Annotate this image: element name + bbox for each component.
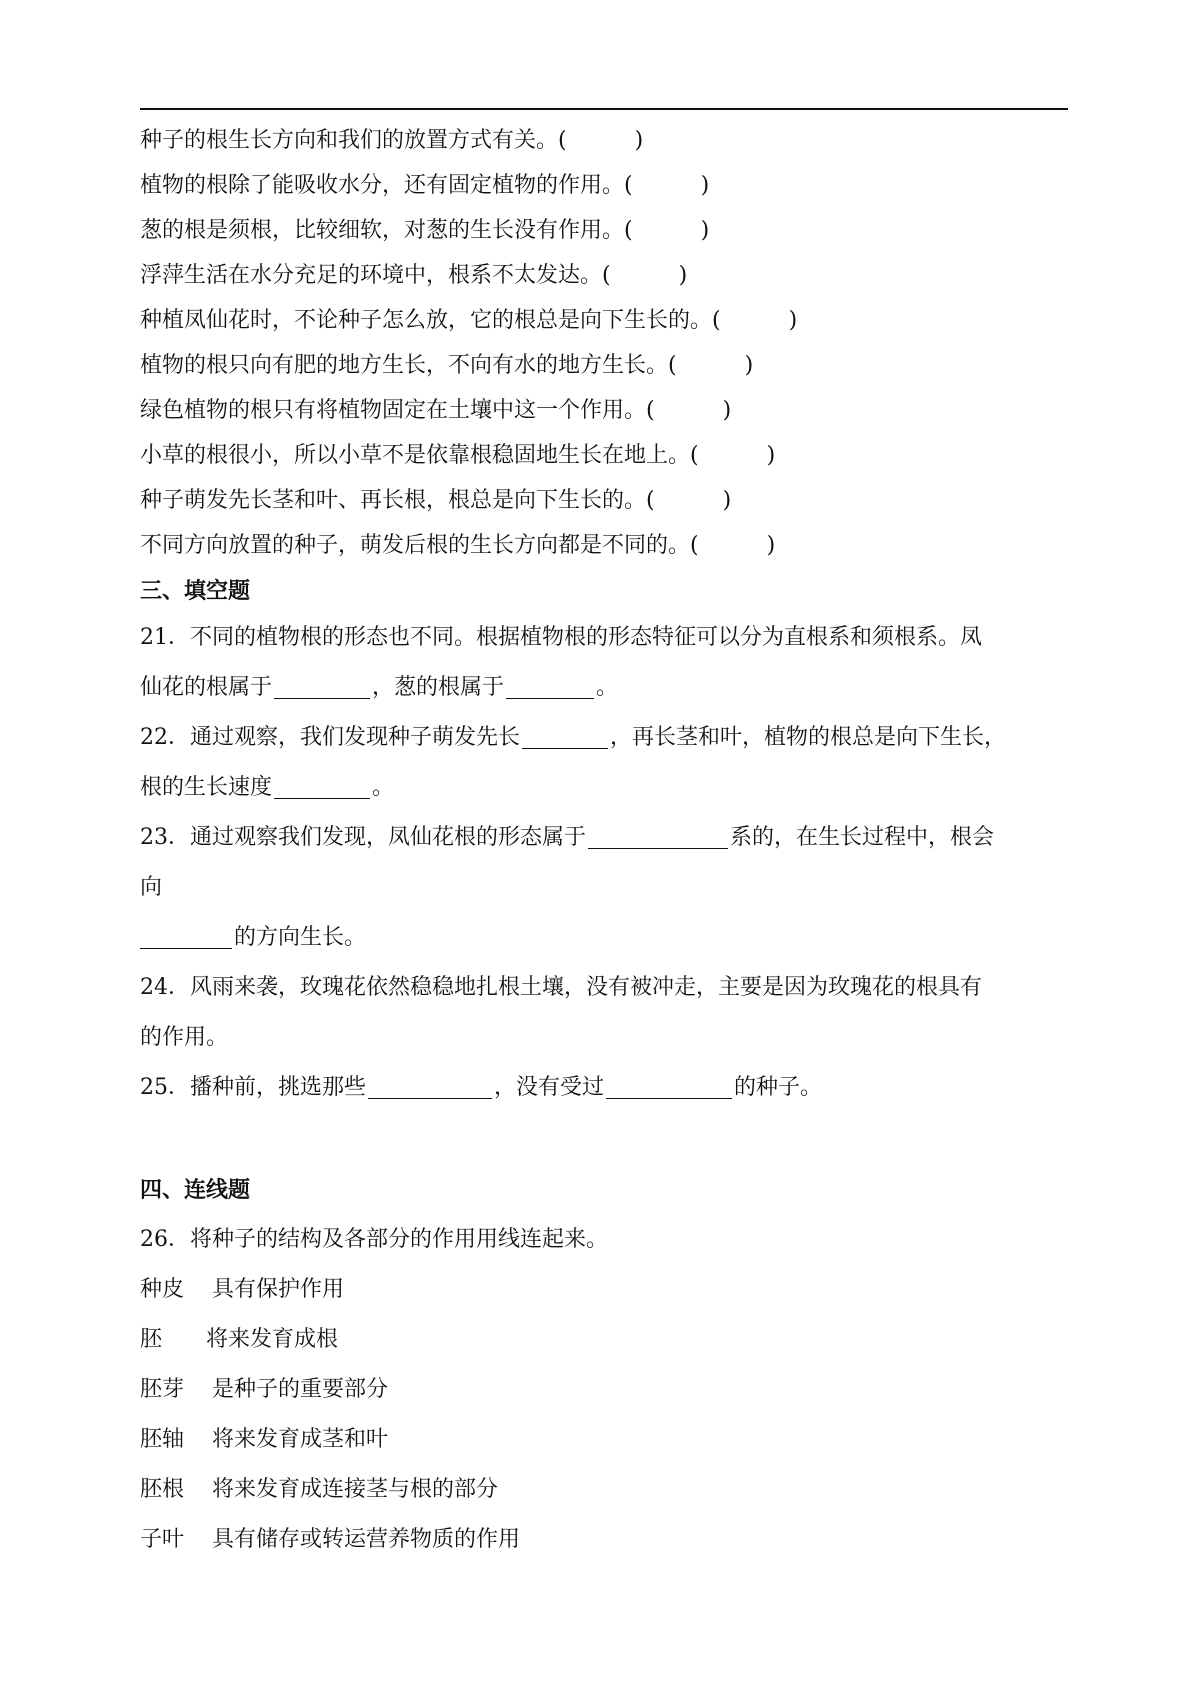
judge-item-15: [140, 298, 1070, 343]
judge-item-20: [140, 523, 1070, 568]
judge-item-16: [140, 343, 1070, 388]
close-paren: ): [700, 172, 710, 198]
close-paren: ): [744, 352, 754, 378]
question-text: 种子萌发先长茎和叶、再长根，根总是向下生长的。(: [140, 487, 655, 513]
question-text: 25．播种前，挑选那些: [140, 1075, 366, 1100]
question-text: 的作用。: [140, 1025, 229, 1050]
close-paren: ): [678, 262, 688, 288]
question-text: 23．通过观察我们发现，凤仙花根的形态属于: [140, 825, 586, 850]
q21-line2: [140, 663, 1070, 713]
question-text: 系的，在生长过程中，根会: [730, 825, 995, 850]
q25: [140, 1063, 1070, 1113]
judge-item-17: [140, 388, 1070, 433]
close-paren: ): [766, 442, 776, 468]
judge-item-11: [140, 118, 1070, 163]
question-text: 21．不同的植物根的形态也不同。根据植物根的形态特征可以分为直根系和须根系。凤: [140, 625, 982, 650]
match-row: [140, 1315, 1070, 1365]
match-term[interactable]: 种皮: [140, 1277, 185, 1302]
judge-item-12: [140, 163, 1070, 208]
match-row: [140, 1465, 1070, 1515]
close-paren: ): [788, 307, 798, 333]
question-text: 不同方向放置的种子，萌发后根的生长方向都是不同的。(: [140, 532, 699, 558]
match-desc[interactable]: 是种子的重要部分: [212, 1377, 389, 1402]
judge-item-14: [140, 253, 1070, 298]
question-text: 的方向生长。: [234, 925, 367, 950]
question-text: 浮萍生活在水分充足的环境中，根系不太发达。(: [140, 262, 611, 288]
q22-line2: [140, 763, 1070, 813]
question-text: 22．通过观察，我们发现种子萌发先长: [140, 725, 520, 750]
q23-line1: [140, 813, 1070, 863]
match-desc[interactable]: 将来发育成连接茎与根的部分: [212, 1477, 499, 1502]
match-row: [140, 1515, 1070, 1565]
judge-item-18: [140, 433, 1070, 478]
fill-blank[interactable]: [274, 678, 370, 699]
question-text: 葱的根是须根，比较细软，对葱的生长没有作用。(: [140, 217, 633, 243]
close-paren: ): [766, 532, 776, 558]
close-paren: ): [700, 217, 710, 243]
match-row: [140, 1265, 1070, 1315]
fill-blank[interactable]: [368, 1078, 492, 1099]
fill-blank[interactable]: [274, 778, 370, 799]
match-desc[interactable]: 将来发育成茎和叶: [212, 1427, 389, 1452]
q24-line1: [140, 963, 1070, 1013]
fill-blank[interactable]: [606, 1078, 732, 1099]
question-text: 的种子。: [734, 1075, 823, 1100]
match-term[interactable]: 胚: [140, 1327, 163, 1352]
match-term[interactable]: 胚芽: [140, 1377, 185, 1402]
match-row: [140, 1365, 1070, 1415]
section-title-matching: 四、连线题: [140, 1177, 251, 1203]
question-text: 植物的根除了能吸收水分，还有固定植物的作用。(: [140, 172, 633, 198]
worksheet-body: [140, 118, 1070, 1565]
fill-blank[interactable]: [140, 928, 232, 949]
question-text: 向: [140, 875, 163, 900]
question-text: 绿色植物的根只有将植物固定在土壤中这一个作用。(: [140, 397, 655, 423]
question-text: 26．将种子的结构及各部分的作用用线连起来。: [140, 1227, 608, 1252]
question-text: 仙花的根属于: [140, 675, 273, 700]
match-desc[interactable]: 将来发育成根: [206, 1327, 339, 1352]
judge-item-13: [140, 208, 1070, 253]
close-paren: ): [722, 487, 732, 513]
section-title-fill-blank: 三、填空题: [140, 577, 251, 604]
q23-line3: [140, 913, 1070, 963]
q22-line1: [140, 713, 1070, 763]
q26-prompt: [140, 1215, 1070, 1265]
q21-line1: [140, 613, 1070, 663]
question-text: ，葱的根属于: [372, 675, 505, 700]
judge-item-19: [140, 478, 1070, 523]
header-rule: [140, 108, 1068, 110]
fill-blank[interactable]: [506, 678, 594, 699]
q24-line2: [140, 1013, 1070, 1063]
match-term[interactable]: 胚根: [140, 1477, 185, 1502]
close-paren: ): [634, 127, 644, 153]
match-term[interactable]: 胚轴: [140, 1427, 185, 1452]
question-text: 小草的根很小，所以小草不是依靠根稳固地生长在地上。(: [140, 442, 699, 468]
match-desc[interactable]: 具有保护作用: [212, 1277, 345, 1302]
match-term[interactable]: 子叶: [140, 1527, 185, 1552]
q23-line2: [140, 863, 1070, 913]
question-text: 植物的根只向有肥的地方生长，不向有水的地方生长。(: [140, 352, 677, 378]
fill-blank[interactable]: [522, 728, 608, 749]
match-row: [140, 1415, 1070, 1465]
question-text: ，再长茎和叶，植物的根总是向下生长，: [610, 725, 1007, 750]
close-paren: ): [722, 397, 732, 423]
question-text: ，没有受过: [494, 1075, 605, 1100]
question-text: 24．风雨来袭，玫瑰花依然稳稳地扎根土壤，没有被冲走，主要是因为玫瑰花的根具有: [140, 975, 982, 1000]
question-text: 。: [596, 675, 619, 700]
match-desc[interactable]: 具有储存或转运营养物质的作用: [212, 1527, 521, 1552]
fill-blank[interactable]: [588, 828, 728, 849]
question-text: 种子的根生长方向和我们的放置方式有关。(: [140, 127, 567, 153]
question-text: 种植凤仙花时，不论种子怎么放，它的根总是向下生长的。(: [140, 307, 721, 333]
question-text: 根的生长速度: [140, 775, 273, 800]
question-text: 。: [372, 775, 395, 800]
